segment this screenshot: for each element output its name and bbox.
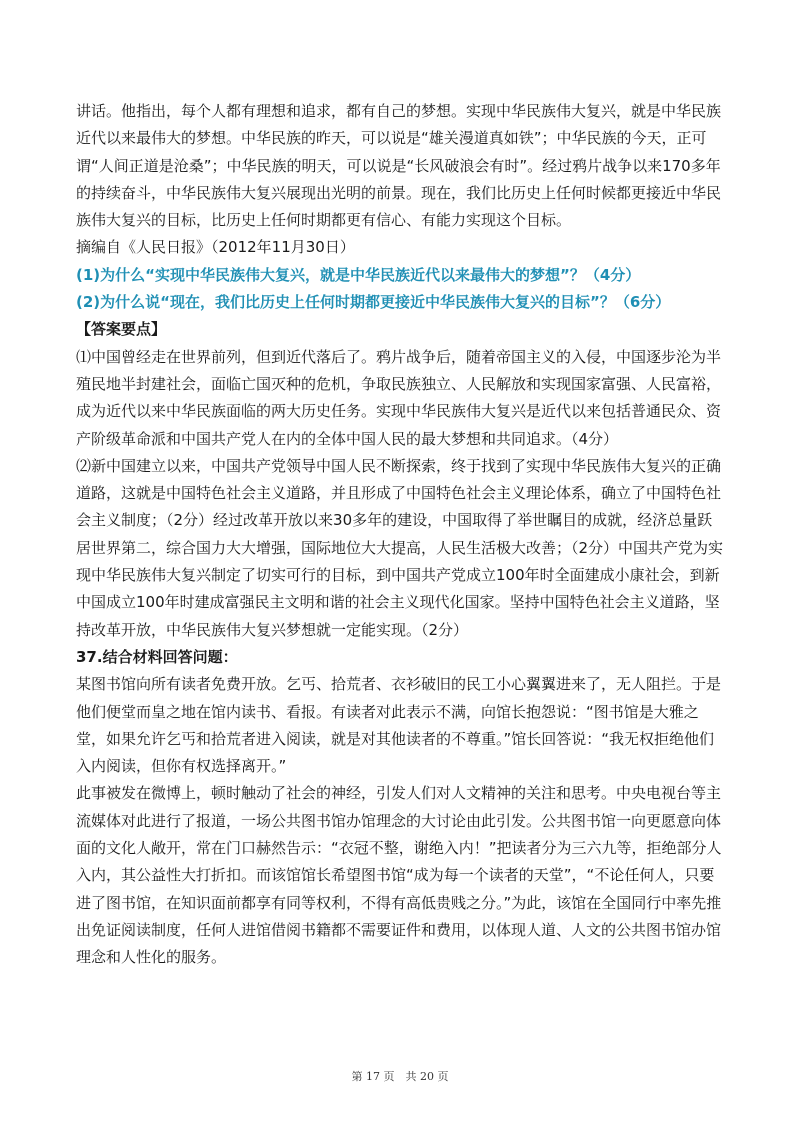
- answer-heading: 【答案要点】: [76, 320, 167, 339]
- question-2: (2)为什么说“现在，我们比历史上任何时期都更接近中华民族伟大复兴的目标”？（6分）: [76, 293, 671, 312]
- source-citation: 摘编自《人民日报》（2012年11月30日）: [76, 238, 355, 257]
- question-37-heading: 37.结合材料回答问题：: [76, 647, 238, 666]
- material-paragraph: 此事被发在微博上，顿时触动了社会的神经，引发人们对人文精神的关注和思考。中央电视台等主流媒体对此进行了报道，一场公共图书馆办馆理念的大讨论由此引发。公共图书馆一向更愿意向体面的文化人敞开，常在门口赫然告示：“衣冠不整，谢绝入内！”把读者分为三六九等，拒绝部分人入内，其公益性大打折扣。而该馆馆长希望图书馆“成为每一个读者的天堂”，“不论任何人，只要进了图书馆，在知识面前都享有同等权利，不得有高低贵贱之分。”为此，该馆在全国同行中率先推出免证阅读制度，任何人进馆借阅书籍都不需要证件和费用，以体现人道、人文的公共图书馆办馆理念和人性化的服务。: [76, 784, 722, 967]
- document-body: [76, 98, 726, 972]
- page-number: 第 17 页 共 20 页: [351, 1070, 449, 1083]
- material-paragraph: 讲话。他指出，每个人都有理想和追求，都有自己的梦想。实现中华民族伟大复兴，就是中华民族近代以来最伟大的梦想。中华民族的昨天，可以说是“雄关漫道真如铁”；中华民族的今天，正可谓“人间正道是沧桑”；中华民族的明天，可以说是“长风破浪会有时”。经过鸦片战争以来170多年的持续奋斗，中华民族伟大复兴展现出光明的前景。现在，我们比历史上任何时候都更接近中华民族伟大复兴的目标，比历史上任何时期都更有信心、有能力实现这个目标。: [76, 102, 722, 230]
- question-1: (1)为什么“实现中华民族伟大复兴，就是中华民族近代以来最伟大的梦想”？（4分）: [76, 265, 641, 284]
- answer-2: ⑵新中国建立以来，中国共产党领导中国人民不断探索，终于找到了实现中华民族伟大复兴的正确道路，这就是中国特色社会主义道路，并且形成了中国特色社会主义理论体系，确立了中国特色社会主义制度；（2分）经过改革开放以来30多年的建设，中国取得了举世瞩目的成就，经济总量跃居世界第二，综合国力大大增强，国际地位大大提高，人民生活极大改善；（2分）中国共产党为实现中华民族伟大复兴制定了切实可行的目标，到中国共产党成立100年时全面建成小康社会，到新中国成立100年时建成富强民主文明和谐的社会主义现代化国家。坚持中国特色社会主义道路，坚持改革开放，中华民族伟大复兴梦想就一定能实现。（2分）: [76, 456, 724, 639]
- material-paragraph: 某图书馆向所有读者免费开放。乞丐、拾荒者、衣衫破旧的民工小心翼翼进来了，无人阻拦。于是他们便堂而皇之地在馆内读书、看报。有读者对此表示不满，向馆长抱怨说：“图书馆是大雅之堂，如果允许乞丐和拾荒者进入阅读，就是对其他读者的不尊重。”馆长回答说：“我无权拒绝他们入内阅读，但你有权选择离开。”: [76, 675, 722, 776]
- answer-1: ⑴中国曾经走在世界前列，但到近代落后了。鸦片战争后，随着帝国主义的入侵，中国逐步沦为半殖民地半封建社会，面临亡国灭种的危机，争取民族独立、人民解放和实现国家富强、人民富裕，成为近代以来中华民族面临的两大历史任务。实现中华民族伟大复兴是近代以来包括普通民众、资产阶级革命派和中国共产党人在内的全体中国人民的最大梦想和共同追求。（4分）: [76, 347, 722, 448]
